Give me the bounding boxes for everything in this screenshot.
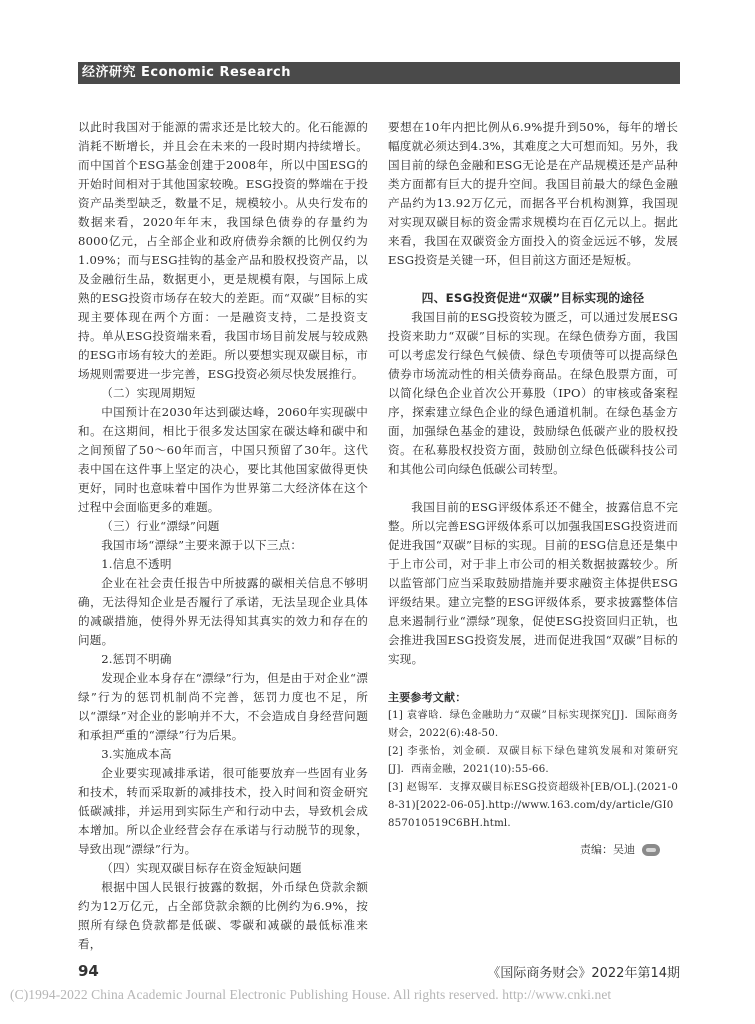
reference-item: [3] 赵锡军．支撑双碳目标ESG投资超级补[EB/OL].(2021-08-31)[2022-06-05].http://www.163.com/dy/article/GI0857010519C6BH.html. (388, 782, 678, 829)
subheading: 3.实施成本高 (101, 747, 172, 761)
paragraph: 我国市场“漂绿”主要来源于以下三点： (101, 538, 303, 552)
references-list (388, 707, 678, 833)
paragraph: 企业要实现减排承诺，很可能要放弃一些固有业务和技术，转而采取新的减排技术，投入时间和资金研究低碳减排，并运用到实际生产和行动中去，导致机会成本增加。所以企业经营会存在承诺与行动脱节的现象，导致出现“漂绿”行为。 (78, 766, 368, 856)
paragraph: 发现企业本身存在“漂绿”行为，但是由于对企业“漂绿”行为的惩罚机制尚不完善，惩罚力度也不足，所以“漂绿”对企业的影响并不大，不会造成自身经营问题和承担严重的“漂绿”行为后果。 (78, 671, 368, 742)
paragraph: 我国目前的ESG投资较为匮乏，可以通过发展ESG投资来助力“双碳”目标的实现。在绿色债券方面，我国可以考虑发行绿色气候债、绿色专项债等可以提高绿色债券市场流动性的相关债券商品。在绿色股票方面，可以简化绿色企业首次公开募股（IPO）的审核或备案程序，探索建立绿色企业的绿色通道机制。在绿色基金方面，加强绿色基金的建设，鼓励绿色低碳产业的股权投资。在私募股权投资方面，鼓励创立绿色低碳科技公司和其他公司向绿色低碳公司转型。 (388, 310, 678, 476)
subheading: （三）行业“漂绿”问题 (101, 519, 220, 533)
subheading: （四）实现双碳目标存在资金短缺问题 (101, 861, 302, 875)
left-column (78, 118, 368, 954)
journal-issue: 《国际商务财会》2022年第14期 (487, 966, 680, 981)
copyright-watermark: (C)1994-2022 China Academic Journal Electronic Publishing House. All rights reserved. http://www.cnki.net (10, 987, 612, 1002)
paragraph: 我国目前的ESG评级体系还不健全，披露信息不完整。所以完善ESG评级体系可以加强我国ESG投资进而促进我国“双碳”目标的实现。目前的ESG信息还是集中于上市公司，对于非上市公司的相关数据披露较少。所以监管部门应当采取鼓励措施并要求融资主体提供ESG评级结果。建立完整的ESG评级体系，要求披露整体信息来遏制行业“漂绿”现象，促使ESG投资回归正轨，也会推进我国ESG投资发展，进而促进我国“双碳”目标的实现。 (388, 500, 678, 666)
right-column (388, 118, 678, 833)
subheading: 2.惩罚不明确 (101, 652, 172, 666)
editor-credit (580, 841, 660, 857)
paragraph: 企业在社会责任报告中所披露的碳相关信息不够明确，无法得知企业是否履行了承诺，无法呈现企业具体的减碳措施，使得外界无法得知其真实的效力和存在的问题。 (78, 576, 368, 647)
paragraph: 以此时我国对于能源的需求还是比较大的。化石能源的消耗不断增长，并且会在未来的一段时期内持续增长。而中国首个ESG基金创建于2008年，所以中国ESG的开始时间相对于其他国家较晚。ESG投资的弊端在于投资产品类型缺乏，数量不足，规模较小。从央行发布的数据来看，2020年年末，我国绿色债券的存量约为8000亿元，占全部企业和政府债券余额的比例仅约为1.09%；而与ESG挂钩的基金产品和股权投资产品，以及金融衍生品，数据更小，更是规模有限，与国际上成熟的ESG投资市场存在较大的差距。而“双碳”目标的实现主要体现在两个方面：一是融资支持，二是投资支持。单从ESG投资端来看，我国市场目前发展与较成熟的ESG市场有较大的差距。所以要想实现双碳目标，市场规则需要进一步完善，ESG投资必须尽快发展推行。 (78, 120, 368, 381)
section-header: 经济研究 Economic Research (78, 62, 680, 84)
page-number: 94 (78, 962, 99, 980)
journal-logo-icon (642, 844, 660, 856)
editor-name: 责编：吴迪 (580, 843, 635, 856)
paragraph: 中国预计在2030年达到碳达峰，2060年实现碳中和。在这期间，相比于很多发达国家在碳达峰和碳中和之间预留了50～60年而言，中国只预留了30年。这代表中国在这件事上坚定的决心，要比其他国家做得更快更好，同时也意味着中国作为世界第二大经济体在这个过程中会面临更多的难题。 (78, 405, 368, 514)
section-title: 四、ESG投资促进“双碳”目标实现的途径 (421, 291, 645, 305)
subheading: （二）实现周期短 (101, 386, 196, 400)
paragraph: 要想在10年内把比例从6.9%提升到50%，每年的增长幅度就必须达到4.3%，其难度之大可想而知。另外，我国目前的绿色金融和ESG无论是在产品规模还是产品种类方面都有巨大的提升空间。我国目前最大的绿色金融产品约为13.92万亿元，而据各平台机构测算，我国现对实现双碳目标的资金需求规模均在百亿元以上。据此来看，我国在双碳资金方面投入的资金远远不够，发展ESG投资是关键一环，但目前这方面还是短板。 (388, 120, 678, 267)
subheading: 1.信息不透明 (101, 557, 172, 571)
reference-item: [1] 袁睿晗．绿色金融助力“双碳”目标实现探究[J]．国际商务财会，2022(6):48-50. (388, 710, 678, 739)
paragraph: 根据中国人民银行披露的数据，外币绿色贷款余额约为12万亿元，占全部贷款余额的比例约为6.9%，按照所有绿色贷款都是低碳、零碳和减碳的最低标准来看， (78, 880, 368, 951)
reference-item: [2] 李张怡，刘金硕．双碳目标下绿色建筑发展和对策研究[J]．西南金融，2021(10):55-66. (388, 746, 678, 775)
references-title: 主要参考文献： (388, 691, 467, 704)
